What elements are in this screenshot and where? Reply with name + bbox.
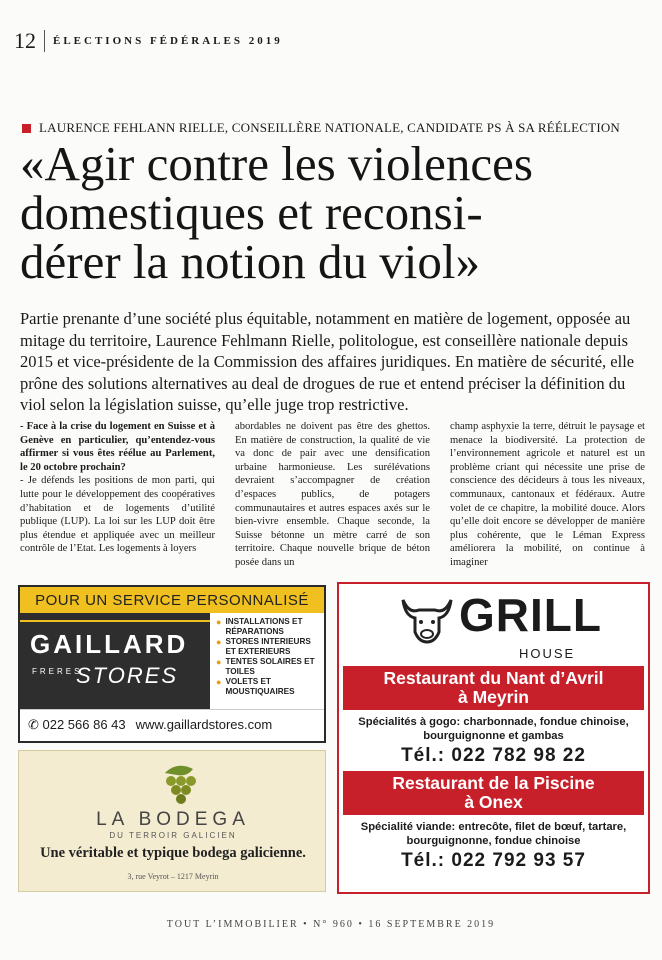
article-column-1 bbox=[20, 420, 215, 580]
bullet-icon: ● bbox=[216, 637, 222, 647]
bodega-address: 3, rue Veyrot – 1217 Meyrin bbox=[127, 872, 219, 881]
article-headline bbox=[20, 136, 650, 289]
headline-line: domestiques et reconsi- bbox=[20, 185, 483, 240]
headline-line: «Agir contre les violences bbox=[20, 136, 533, 191]
logo-freres: FRERES bbox=[32, 667, 83, 676]
list-item: ● VOLETS ET MOUSTIQUAIRES bbox=[216, 677, 295, 696]
restaurant-1-name: Restaurant du Nant d’Avril bbox=[383, 668, 604, 688]
article-body bbox=[20, 420, 645, 580]
ad-phone[interactable]: ✆ 022 566 86 43 bbox=[28, 716, 126, 732]
column-text: abordables ne doivent pas être des ghettos. En matière de construction, la qualité de vie va donc de pair avec une densification urbaine harmonieuse. Les surélévations devraient s’accompagner de création d’espaces publics, de potagers communautaires et autres espaces axés sur le bien-vivre ensemble. Chaque seconde, la Suisse bétonne un mètre carré de son territoire. Chaque nouvelle brique de béton posée dans un bbox=[235, 421, 430, 568]
restaurant-2-banner bbox=[343, 771, 644, 815]
list-item: ● TENTES SOLAIRES ET TOILES bbox=[216, 657, 315, 676]
column-text: champ asphyxie la terre, détruit le paysage et menace la biodiversité. La protection de l’environnement agricole et naturel est un problème criant qui nécessite une prise de conscience des décideurs à tous les niveaux, communaux, cantonaux et fédéraux. Autre volet de ce chapitre, la mobilité douce. Alors qu’elle doit encore se développer de manière plus cohérente, que le Léman Express améliorera la mobilité, on continue à imaginer bbox=[450, 421, 645, 568]
ad-website-link[interactable]: www.gaillardstores.com bbox=[135, 717, 273, 732]
bull-head-icon bbox=[399, 592, 455, 644]
list-item: ● STORES INTERIEURS ET EXTERIEURS bbox=[216, 637, 311, 656]
list-item: ● INSTALLATIONS ET RÉPARATIONS bbox=[216, 617, 303, 636]
article-column-3 bbox=[450, 420, 645, 580]
interview-answer: - Je défends les positions de mon parti, qui lutte pour le développement des coopératives d’habitation et de logements d’utilité publique (LUP). La loi sur les LUP doit être plus étendue et appliquée avec un meilleur contrôle de l’Etat. Les logements à loyers bbox=[20, 475, 215, 555]
ad-gaillard-stores[interactable] bbox=[18, 585, 326, 743]
article-lead: Partie prenante d’une société plus équitable, notamment en matière de logement, opposée au mitage du territoire, Laurence Fehlmann Rielle, politologue, est conseillère nationale depuis 2015 et vice-présidente de la Commission des affaires juridiques. En matière de sécurité, elle prône des solutions alternatives au deal de drogues de rue et entend préciser la définition du viol selon la législation suisse, qu’elle juge trop restrictive. bbox=[20, 309, 635, 414]
restaurant-1-phone[interactable]: Tél.: 022 782 98 22 bbox=[401, 745, 586, 766]
bullet-icon: ● bbox=[216, 677, 222, 687]
bodega-tagline: Une véritable et typique bodega galicienne. bbox=[40, 845, 306, 861]
logo-brand: GAILLARD bbox=[30, 629, 189, 659]
ad-banner: POUR UN SERVICE PERSONNALISÉ bbox=[20, 587, 324, 613]
services-list bbox=[210, 613, 324, 709]
logo-stores: STORES bbox=[76, 663, 179, 688]
bullet-icon: ● bbox=[216, 657, 222, 667]
grill-logo bbox=[339, 584, 648, 666]
article-kicker bbox=[22, 120, 620, 136]
kicker-square-icon bbox=[22, 124, 31, 133]
grape-icon bbox=[147, 759, 207, 809]
bodega-name: LA BODEGA bbox=[96, 809, 250, 830]
ad-grill-house[interactable] bbox=[337, 582, 650, 894]
restaurant-2-description: Spécialité viande: entrecôte, filet de bœuf, tartare, bourguignonne, fondue chinoise bbox=[360, 821, 627, 847]
bodega-subtitle: DU TERROIR GALICIEN bbox=[109, 831, 237, 840]
section-title: ÉLECTIONS FÉDÉRALES 2019 bbox=[53, 35, 283, 47]
gaillard-logo bbox=[20, 613, 210, 709]
restaurant-1-place: à Meyrin bbox=[458, 687, 529, 707]
logo-stripe bbox=[20, 620, 210, 622]
grill-brand: GRILL bbox=[459, 589, 602, 641]
headline-line: dérer la notion du viol» bbox=[20, 234, 480, 289]
bullet-icon: ● bbox=[216, 617, 222, 627]
page-header bbox=[14, 28, 283, 54]
page-footer: TOUT L’IMMOBILIER • N° 960 • 16 SEPTEMBRE 2019 bbox=[166, 919, 496, 930]
page-number: 12 bbox=[14, 28, 36, 53]
restaurant-2-name: Restaurant de la Piscine bbox=[392, 773, 595, 793]
interview-question: - Face à la crise du logement en Suisse et à Genève en particulier, qu’entendez-vous affirmer si vous êtes réélue au Parlement, le 20 octobre prochain? bbox=[20, 421, 215, 473]
grill-brand-sub: HOUSE bbox=[519, 646, 576, 661]
restaurant-2-place: à Onex bbox=[464, 792, 523, 812]
ad-la-bodega[interactable] bbox=[18, 750, 326, 892]
restaurant-1-description: Spécialités à gogo: charbonnade, fondue chinoise, bourguignonne et gambas bbox=[358, 716, 629, 742]
restaurant-1-banner bbox=[343, 666, 644, 710]
article-column-2 bbox=[235, 420, 430, 580]
header-divider bbox=[44, 30, 45, 52]
kicker-text: LAURENCE FEHLANN RIELLE, CONSEILLÈRE NATIONALE, CANDIDATE PS À SA RÉÉLECTION bbox=[39, 120, 621, 135]
restaurant-2-phone[interactable]: Tél.: 022 792 93 57 bbox=[401, 850, 586, 871]
